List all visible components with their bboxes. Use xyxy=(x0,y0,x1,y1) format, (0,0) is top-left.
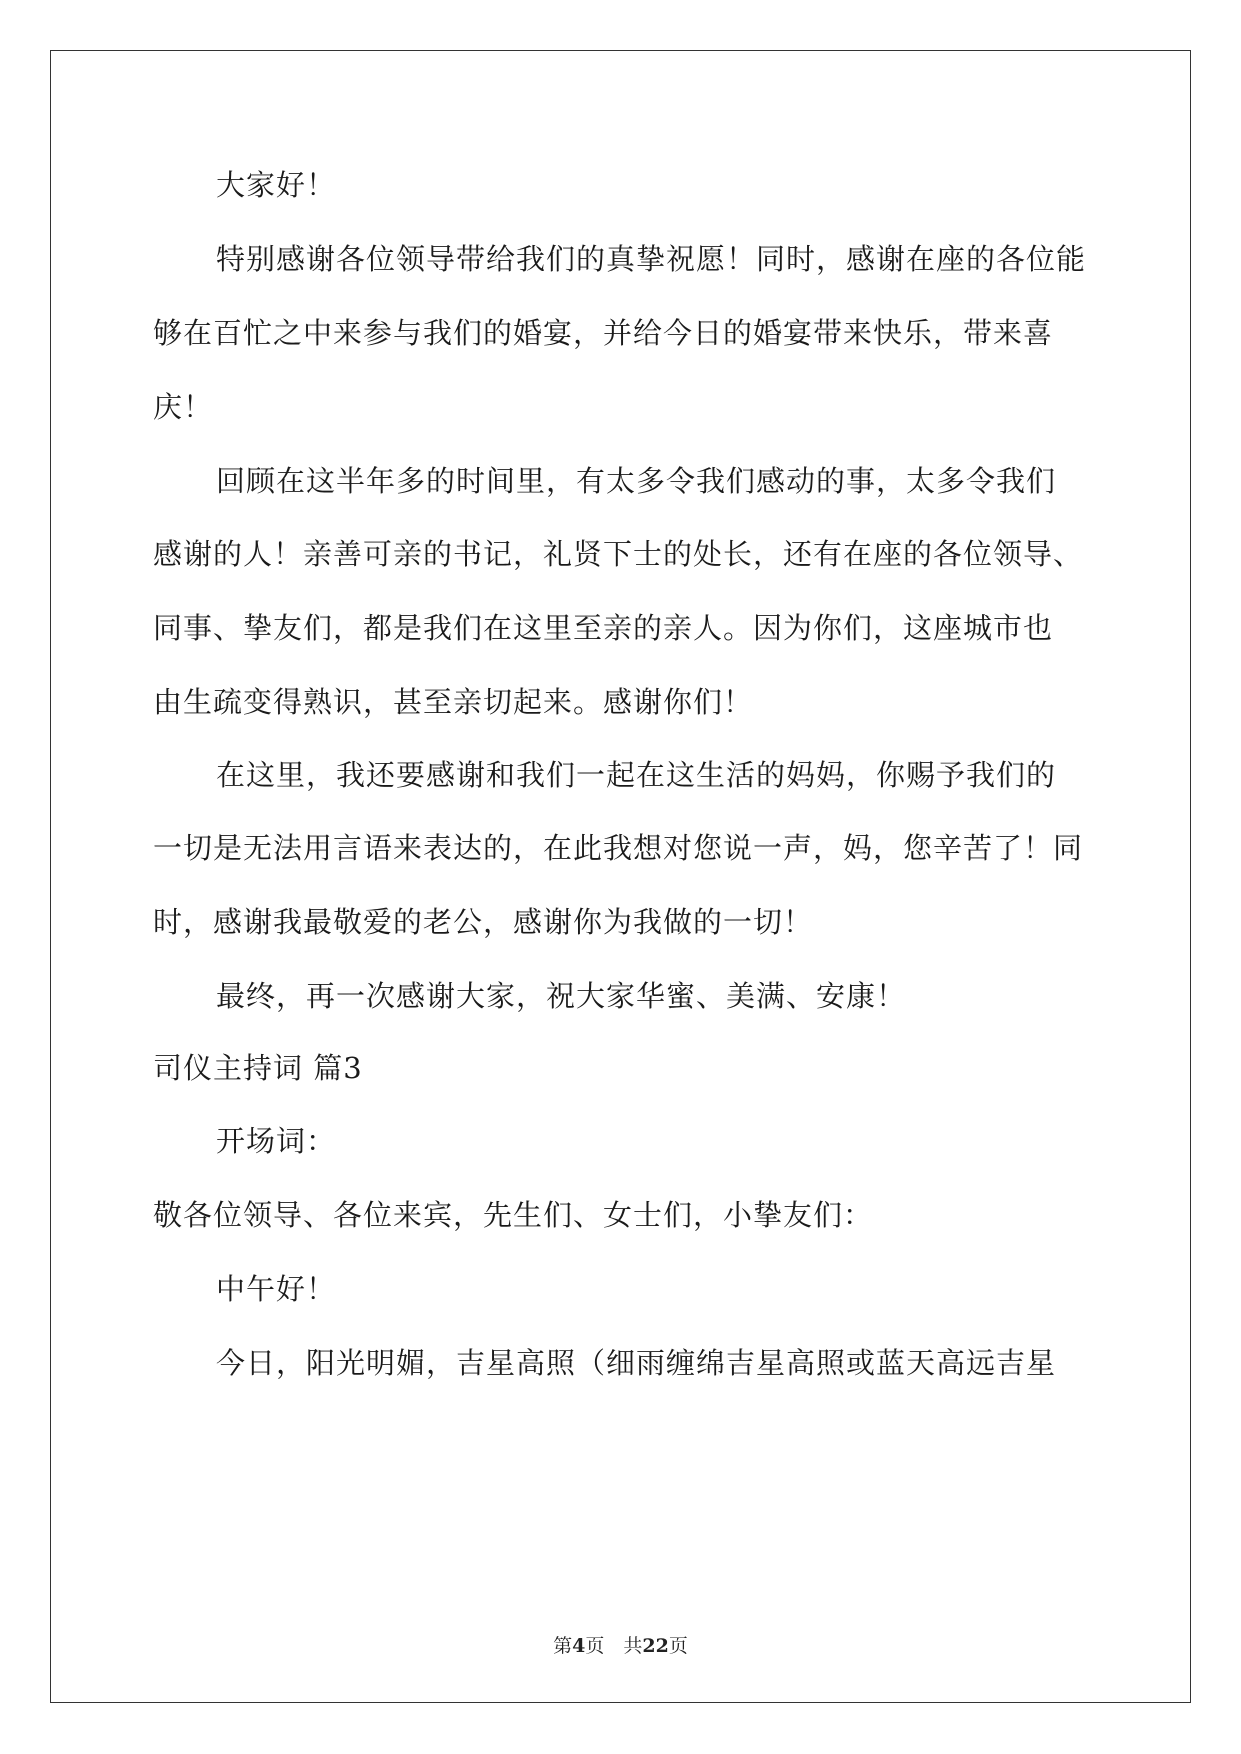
paragraph-line: 敬各位领导、各位来宾，先生们、女士们，小挚友们： xyxy=(153,1198,874,1232)
paragraph-line: 由生疏变得熟识，甚至亲切起来。感谢你们！ xyxy=(153,685,754,719)
paragraph-line: 一切是无法用言语来表达的，在此我想对您说一声，妈，您辛苦了！同 xyxy=(153,831,1084,865)
footer-suffix: 页 xyxy=(668,1635,688,1657)
paragraph-line: 今日，阳光明媚，吉星高照（细雨缠绵吉星高照或蓝天高远吉星 xyxy=(216,1346,1057,1380)
paragraph-line: 感谢的人！亲善可亲的书记，礼贤下士的处长，还有在座的各位领导、 xyxy=(153,537,1084,571)
paragraph-line: 最终，再一次感谢大家，祝大家华蜜、美满、安康！ xyxy=(216,979,907,1013)
paragraph-line: 中午好！ xyxy=(216,1272,337,1306)
section-heading: 司仪主持词 篇3 xyxy=(153,1051,363,1085)
paragraph-line: 时，感谢我最敬爱的老公，感谢你为我做的一切！ xyxy=(153,905,814,939)
paragraph-line: 庆！ xyxy=(153,390,214,424)
paragraph-line: 大家好！ xyxy=(216,168,337,202)
page-border xyxy=(50,50,1191,1703)
total-pages: 22 xyxy=(642,1635,669,1657)
footer-mid: 页 共 xyxy=(585,1635,643,1657)
paragraph-line: 同事、挚友们，都是我们在这里至亲的亲人。因为你们，这座城市也 xyxy=(153,611,1054,645)
page-footer xyxy=(0,1634,1241,1658)
page-number: 4 xyxy=(572,1635,586,1657)
paragraph-line: 开场词： xyxy=(216,1124,337,1158)
paragraph-line: 够在百忙之中来参与我们的婚宴，并给今日的婚宴带来快乐，带来喜 xyxy=(153,316,1054,350)
paragraph-line: 在这里，我还要感谢和我们一起在这生活的妈妈，你赐予我们的 xyxy=(216,758,1057,792)
paragraph-line: 特别感谢各位领导带给我们的真挚祝愿！同时，感谢在座的各位能 xyxy=(216,242,1087,276)
footer-prefix: 第 xyxy=(553,1635,573,1657)
paragraph-line: 回顾在这半年多的时间里，有太多令我们感动的事，太多令我们 xyxy=(216,464,1057,498)
